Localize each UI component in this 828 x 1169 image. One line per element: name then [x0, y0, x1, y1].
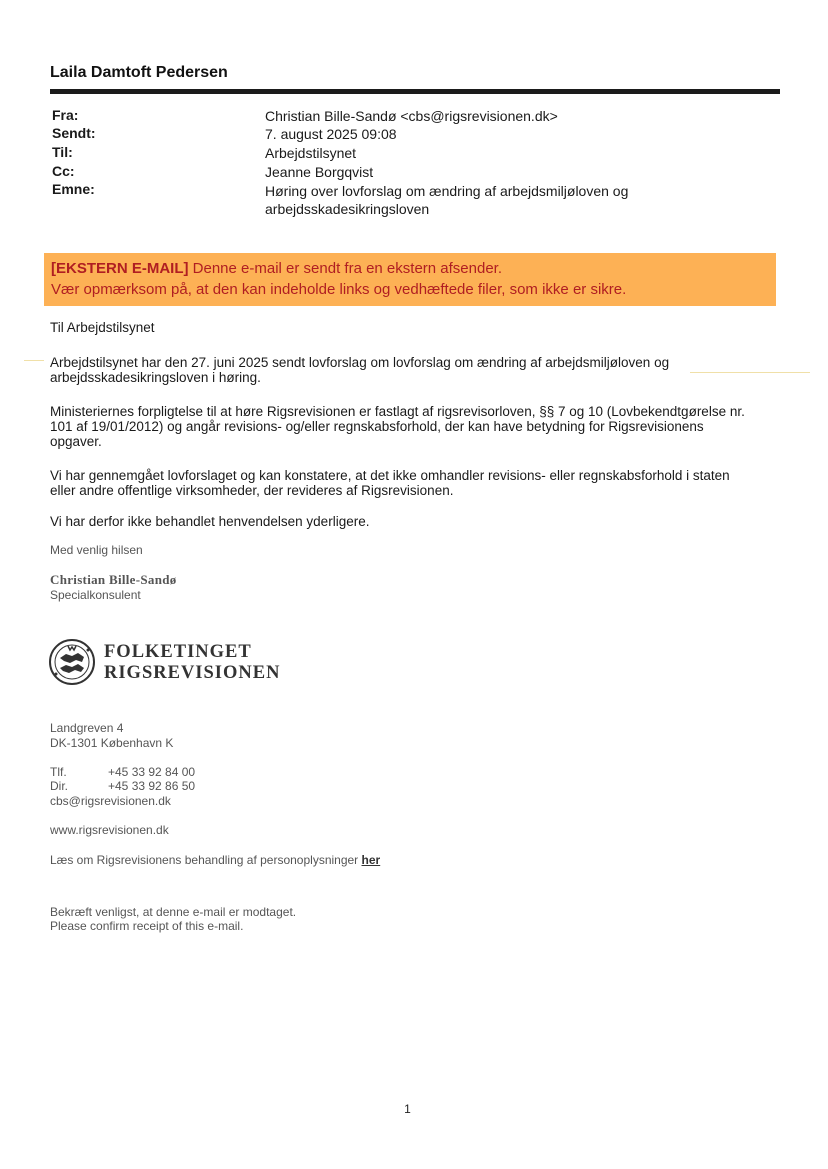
paragraph-4-line-1: Vi har derfor ikke behandlet henvendelsen yderligere. — [50, 514, 370, 529]
confirm-receipt-en: Please confirm receipt of this e-mail. — [50, 919, 244, 933]
address-line-2: DK-1301 København K — [50, 736, 174, 750]
closing: Med venlig hilsen — [50, 543, 143, 557]
page-number: 1 — [404, 1102, 411, 1116]
banner-message: Denne e-mail er sendt fra en ekstern afsender. — [188, 260, 503, 277]
paragraph-3-line-1: Vi har gennemgået lovforslaget og kan konstatere, at det ikke omhandler revisions- eller regnskabsforhold i staten — [50, 468, 730, 483]
header-value-from[interactable]: Christian Bille-Sandø <cbs@rigsrevisionen.dk> — [265, 108, 558, 124]
header-divider — [50, 89, 780, 94]
paragraph-1-line-1: Arbejdstilsynet har den 27. juni 2025 sendt lovforslag om lovforslag om ændring af arbejdsmiljøloven og — [50, 355, 670, 370]
folketinget-seal-icon — [48, 638, 96, 686]
paragraph-1-line-2: arbejdsskadesikringsloven i høring. — [50, 370, 261, 385]
header-value-subject: Høring over lovforslag om ændring af arbejdsmiljøloven og — [265, 183, 629, 199]
mailbox-owner-name: Laila Damtoft Pedersen — [50, 64, 228, 81]
header-label-to: Til: — [52, 144, 73, 160]
scan-mark — [24, 360, 44, 361]
privacy-link[interactable]: her — [361, 853, 381, 867]
confirm-receipt-da: Bekræft venligst, at denne e-mail er modtaget. — [50, 905, 297, 919]
phone-label: Tlf. — [50, 765, 67, 779]
contact-email[interactable]: cbs@rigsrevisionen.dk — [50, 794, 171, 808]
header-value-sent: 7. august 2025 09:08 — [265, 126, 397, 142]
address-line-1: Landgreven 4 — [50, 721, 124, 735]
header-label-from: Fra: — [52, 107, 79, 123]
header-label-sent: Sendt: — [52, 125, 96, 141]
banner-line-1 — [51, 259, 771, 279]
header-value-subject-cont: arbejdsskadesikringsloven — [265, 201, 430, 217]
privacy-notice — [50, 853, 380, 868]
header-value-cc[interactable]: Jeanne Borgqvist — [265, 164, 374, 180]
paragraph-2-line-2: 101 af 19/01/2012) og angår revisions- og/eller regnskabsforhold, der kan have betydning for Rigsrevisionens — [50, 419, 704, 434]
website-link[interactable]: www.rigsrevisionen.dk — [50, 823, 169, 837]
paragraph-2-line-1: Ministeriernes forpligtelse til at høre Rigsrevisionen er fastlagt af rigsrevisorloven, §§ 7 og 10 (Lovbekendtgørelse nr. — [50, 404, 745, 419]
logo-line-1: FOLKETINGET — [104, 642, 252, 662]
privacy-text: Læs om Rigsrevisionens behandling af personoplysninger — [50, 853, 362, 867]
signature-name: Christian Bille-Sandø — [50, 572, 177, 587]
logo-line-2: RIGSREVISIONEN — [104, 663, 281, 683]
paragraph-3-line-2: eller andre offentlige virksomheder, der revideres af Rigsrevisionen. — [50, 483, 454, 498]
banner-tag: [EKSTERN E-MAIL] — [51, 260, 189, 277]
direct-label: Dir. — [50, 779, 68, 793]
header-label-subject: Emne: — [52, 181, 95, 197]
salutation: Til Arbejdstilsynet — [50, 320, 155, 335]
header-value-to[interactable]: Arbejdstilsynet — [265, 145, 357, 161]
header-label-cc: Cc: — [52, 163, 75, 179]
signature-title: Specialkonsulent — [50, 588, 141, 602]
paragraph-2-line-3: opgaver. — [50, 434, 102, 449]
phone-value[interactable]: +45 33 92 84 00 — [108, 765, 196, 779]
direct-value[interactable]: +45 33 92 86 50 — [108, 779, 196, 793]
banner-line-2: Vær opmærksom på, at den kan indeholde links og vedhæftede filer, som ikke er sikre. — [51, 281, 627, 298]
